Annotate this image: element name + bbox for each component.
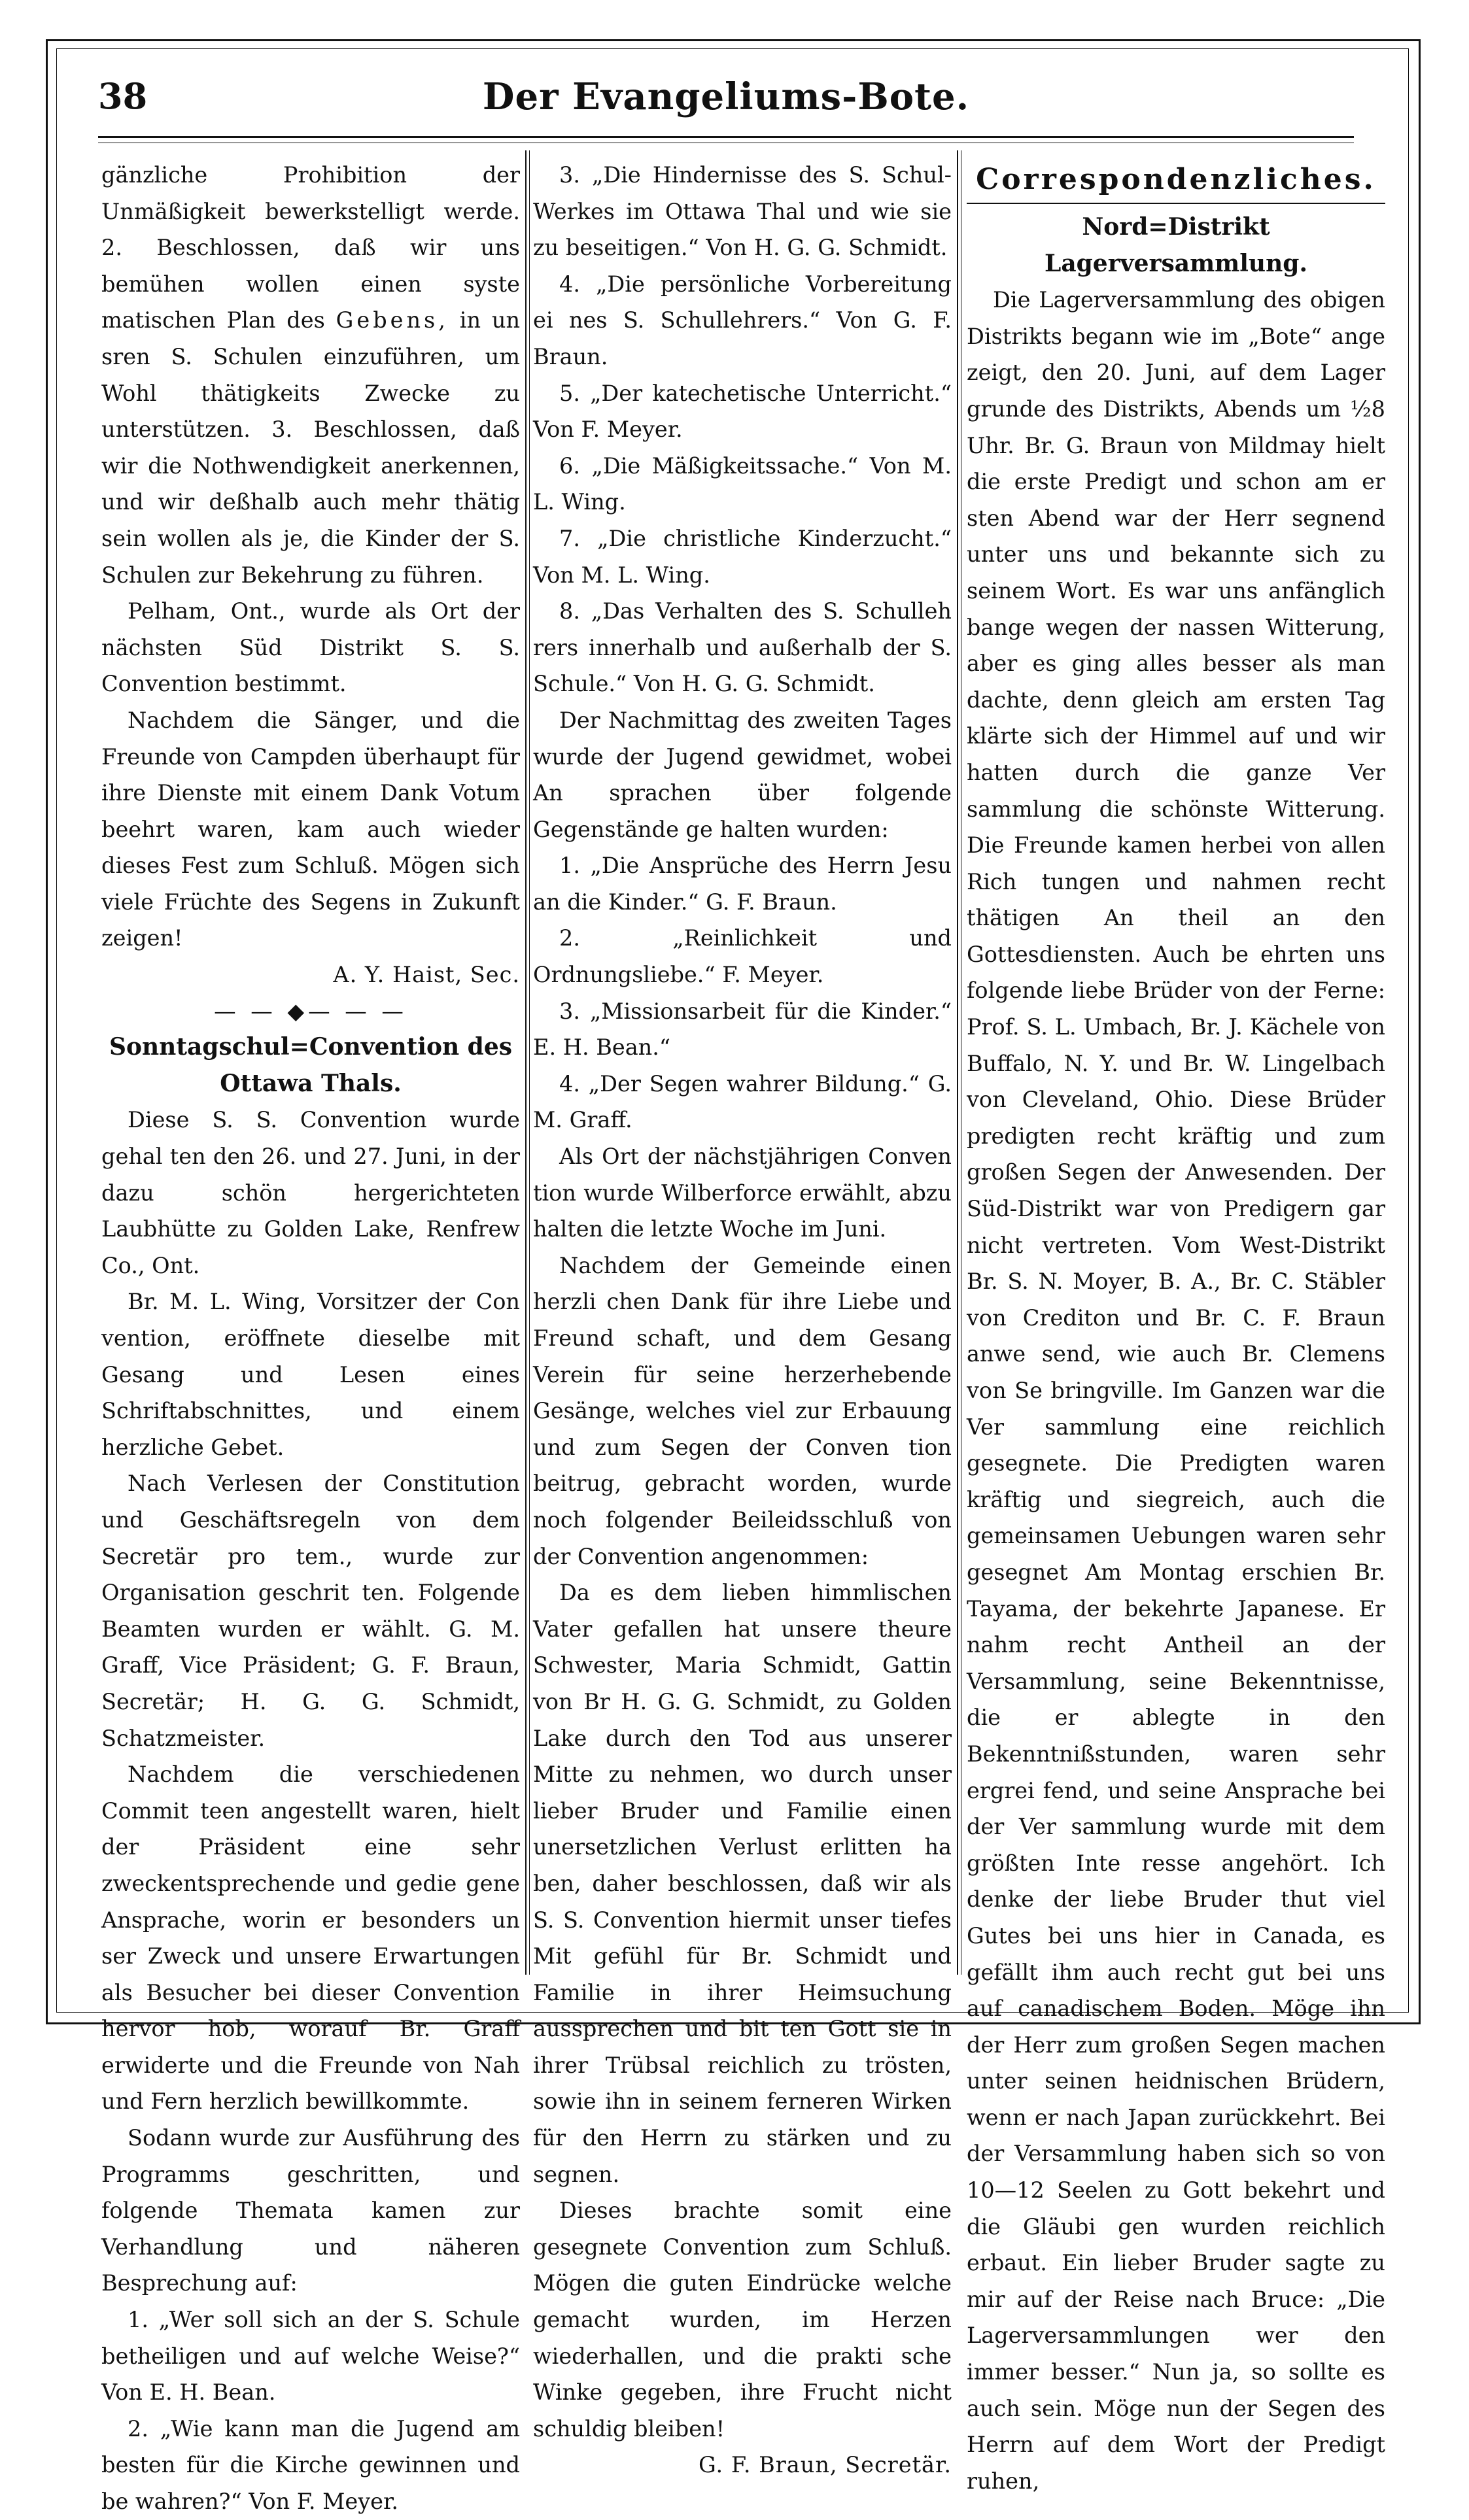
- column-1: [101, 157, 521, 2514]
- paragraph: Dieses brachte somit eine gesegnete Convention zum Schluß. Mögen die guten Eindrücke welche gemacht wurden, im Herzen wiederhallen, und die prakti sche Winke gegeben, ihre Frucht nicht schuldig bleiben!: [533, 2198, 952, 2442]
- separator-ornament: — — ◆— — —: [214, 998, 407, 1024]
- list-item: 7. „Die christliche Kinderzucht.“ Von M. L. Wing.: [533, 525, 952, 588]
- column-2: [533, 157, 952, 2478]
- article-heading: Sonntagschul=Convention des Ottawa Thals.: [109, 1033, 513, 1097]
- spaced-word: Gebens,: [336, 307, 449, 333]
- paragraph: Sodann wurde zur Ausführung des Programms geschritten, und folgende Themata kamen zur Verhandlung und näheren Besprechung auf:: [101, 2125, 520, 2296]
- paragraph: Die Lagerversammlung des obigen Distrikts begann wie im „Bote“ ange zeigt, den 20. Juni, auf dem Lager grunde des Distrikts, Abends um ½8 Uhr. Br. G. Braun von Mildmay hielt die erste Predigt und schon am er sten Abend war der Herr segnend unter uns und bekannte sich zu seinem Wort. Es war uns anfänglich bange wegen der nassen Witterung, aber es ging alles besser als man dachte, denn gleich am ersten Tag klärte sich der Himmel auf und wir hatten durch die ganze Ver sammlung die schönste Witterung. Die Freunde kamen herbei von allen Rich tungen und nahmen recht thätigen An theil an den Gottesdiensten. Auch be ehrten uns folgende liebe Brüder von der Ferne: Prof. S. L. Umbach, Br. J. Kächele von Buffalo, N. Y. und Br. W. Lingelbach von Cleveland, Ohio. Diese Brüder predigten recht kräftig und zum großen Segen der Anwesenden. Der Süd-Distrikt war von Predigern gar nicht vertreten. Vom West-Distrikt Br. S. N. Moyer, B. A., Br. C. Stäbler von Crediton und Br. C. F. Braun anwe send, wie auch Br. Clemens von Se bringville. Im Ganzen war die Ver sammlung eine reichlich gesegnete. Die Predigten waren kräftig und siegreich, auch die gemeinsamen Uebungen waren sehr gesegnet Am Montag erschien Br. Tayama, der bekehrte Japanese. Er nahm recht Antheil an der Versammlung, seine Bekenntnisse, die er ablegte in den Bekenntnißstunden, waren sehr ergrei fend, und seine Ansprache bei der Ver sammlung wurde mit dem größten Inte resse angehört. Ich denke der liebe Bruder thut viel Gutes bei uns hier in Canada, es gefällt ihm auch recht gut bei uns auf canadischem Boden. Möge ihn der Herr zum großen Segen machen unter seinen heidnischen Brüdern, wenn er nach Japan zurückkehrt. Bei der Versammlung haben sich so von 10—12 Seelen zu Gott bekehrt und die Gläubi gen wurden reichlich erbaut. Ein lieber Bruder sagte zu mir auf der Reise nach Bruce: „Die Lagerversammlungen wer den immer besser.“ Nun ja, so sollte es auch sein. Möge nun der Segen des Herrn auf dem Wort der Predigt ruhen,: [967, 287, 1385, 2494]
- header-rule: [98, 136, 1354, 138]
- list-item: 1. „Wer soll sich an der S. Schule betheiligen und auf welche Weise?“ Von E. H. Bean.: [101, 2307, 520, 2406]
- list-item: 4. „Der Segen wahrer Bildung.“ G. M. Graff.: [533, 1070, 952, 1133]
- masthead-title: Der Evangeliums-Bote.: [482, 75, 970, 118]
- list-item: 2. „Reinlichkeit und Ordnungsliebe.“ F. Meyer.: [533, 925, 952, 988]
- paragraph: [101, 157, 520, 593]
- paragraph: Pelham, Ont., wurde als Ort der nächsten Süd Distrikt S. S. Convention bestimmt.: [101, 598, 520, 697]
- paragraph: Diese S. S. Convention wurde gehal ten den 26. und 27. Juni, in der dazu schön hergerichteten Laubhütte zu Golden Lake, Renfrew Co., Ont.: [101, 1107, 520, 1278]
- paragraph: Der Nachmittag des zweiten Tages wurde der Jugend gewidmet, wobei An sprachen über folgende Gegenstände ge halten wurden:: [533, 707, 952, 842]
- paragraph: Da es dem lieben himmlischen Vater gefallen hat unsere theure Schwester, Maria Schmidt, Gattin von Br H. G. G. Schmidt, zu Golden Lake durch den Tod aus unserer Mitte zu nehmen, wo durch unser lieber Bruder und Familie einen unersetzlichen Verlust erlitten ha ben, daher beschlossen, daß wir als S. S. Convention hiermit unser tiefes Mit gefühl für Br. Schmidt und Familie in ihrer Heimsuchung aussprechen und bit ten Gott sie in ihrer Trübsal reichlich zu trösten, sowie ihn in seinem ferneren Wirken für den Herrn zu stärken und zu segnen.: [533, 1580, 952, 2187]
- column-divider-2: [957, 150, 958, 1975]
- list-item: 3. „Die Hindernisse des S. Schul-Werkes im Ottawa Thal und wie sie zu beseitigen.“ Von H. G. G. Schmidt.: [533, 162, 952, 261]
- signature: A. Y. Haist, Sec.: [333, 962, 520, 988]
- column-3: [967, 157, 1385, 2494]
- text-run: gänzliche Prohibition der Unmäßigkeit bewerkstelligt werde. 2. Beschlossen, daß wir uns bemühen wollen einen syste matischen Plan des: [101, 162, 520, 333]
- page-header: [98, 75, 1354, 121]
- list-item: 6. „Die Mäßigkeitssache.“ Von M. L. Wing.: [533, 452, 952, 515]
- list-item: 1. „Die Ansprüche des Herrn Jesu an die Kinder.“ G. F. Braun.: [533, 853, 952, 915]
- list-item: 2. „Wie kann man die Jugend am besten für die Kirche gewinnen und be wahren?“ Von F. Meyer.: [101, 2415, 520, 2514]
- signature: G. F. Braun, Secretär.: [698, 2452, 952, 2478]
- article-heading: Nord=Distrikt Lagerversammlung.: [1045, 213, 1307, 277]
- paragraph: Nachdem die Sänger, und die Freunde von Campden überhaupt für ihre Dienste mit einem Dank Votum beehrt waren, kam auch wieder dieses Fest zum Schluß. Mögen sich viele Früchte des Segens in Zukunft zeigen!: [101, 707, 520, 951]
- paragraph: Nach Verlesen der Constitution und Geschäftsregeln von dem Secretär pro tem., wurde zur Organisation geschrit ten. Folgende Beamten wurden er wählt. G. M. Graff, Vice Präsident; G. F. Braun, Secretär; H. G. G. Schmidt, Schatzmeister.: [101, 1471, 520, 1751]
- column-divider-1: [525, 150, 527, 1975]
- paragraph: Als Ort der nächstjährigen Conven tion wurde Wilberforce erwählt, abzu halten die letzte Woche im Juni.: [533, 1144, 952, 1242]
- list-item: 5. „Der katechetische Unterricht.“ Von F. Meyer.: [533, 380, 952, 443]
- list-item: 8. „Das Verhalten des S. Schulleh rers innerhalb und außerhalb der S. Schule.“ Von H. G. G. Schmidt.: [533, 598, 952, 697]
- list-item: 4. „Die persönliche Vorbereitung ei nes S. Schullehrers.“ Von G. F. Braun.: [533, 271, 952, 369]
- paragraph: Br. M. L. Wing, Vorsitzer der Con vention, eröffnete dieselbe mit Gesang und Lesen eines Schriftabschnittes, und einem herzliche Gebet.: [101, 1289, 520, 1460]
- list-item: 3. „Missionsarbeit für die Kinder.“ E. H. Bean.“: [533, 998, 952, 1061]
- section-title: Correspondenzliches.: [967, 157, 1385, 204]
- paragraph: Nachdem die verschiedenen Commit teen angestellt waren, hielt der Präsident eine sehr zweckentsprechende und gedie gene Ansprache, worin er besonders un ser Zweck und unsere Erwartungen als Besucher bei dieser Convention hervor hob, worauf Br. Graff erwiderte und die Freunde von Nah und Fern herzlich bewillkommte.: [101, 1762, 520, 2115]
- page-number: 38: [98, 75, 148, 117]
- text-run: in un sren S. Schulen einzuführen, um Wohl thätigkeits Zwecke zu unterstützen. 3. Beschlossen, daß wir die Nothwendigkeit anerkennen, und wir deßhalb auch mehr thätig sein wollen als je, die Kinder der S. Schulen zur Bekehrung zu führen.: [101, 307, 521, 588]
- paragraph: Nachdem der Gemeinde einen herzli chen Dank für ihre Liebe und Freund schaft, und dem Gesang Verein für seine herzerhebende Gesänge, welches viel zur Erbauung und zum Segen der Conven tion beitrug, gebracht worden, wurde noch folgender Beileidsschluß von der Convention angenommen:: [533, 1252, 952, 1569]
